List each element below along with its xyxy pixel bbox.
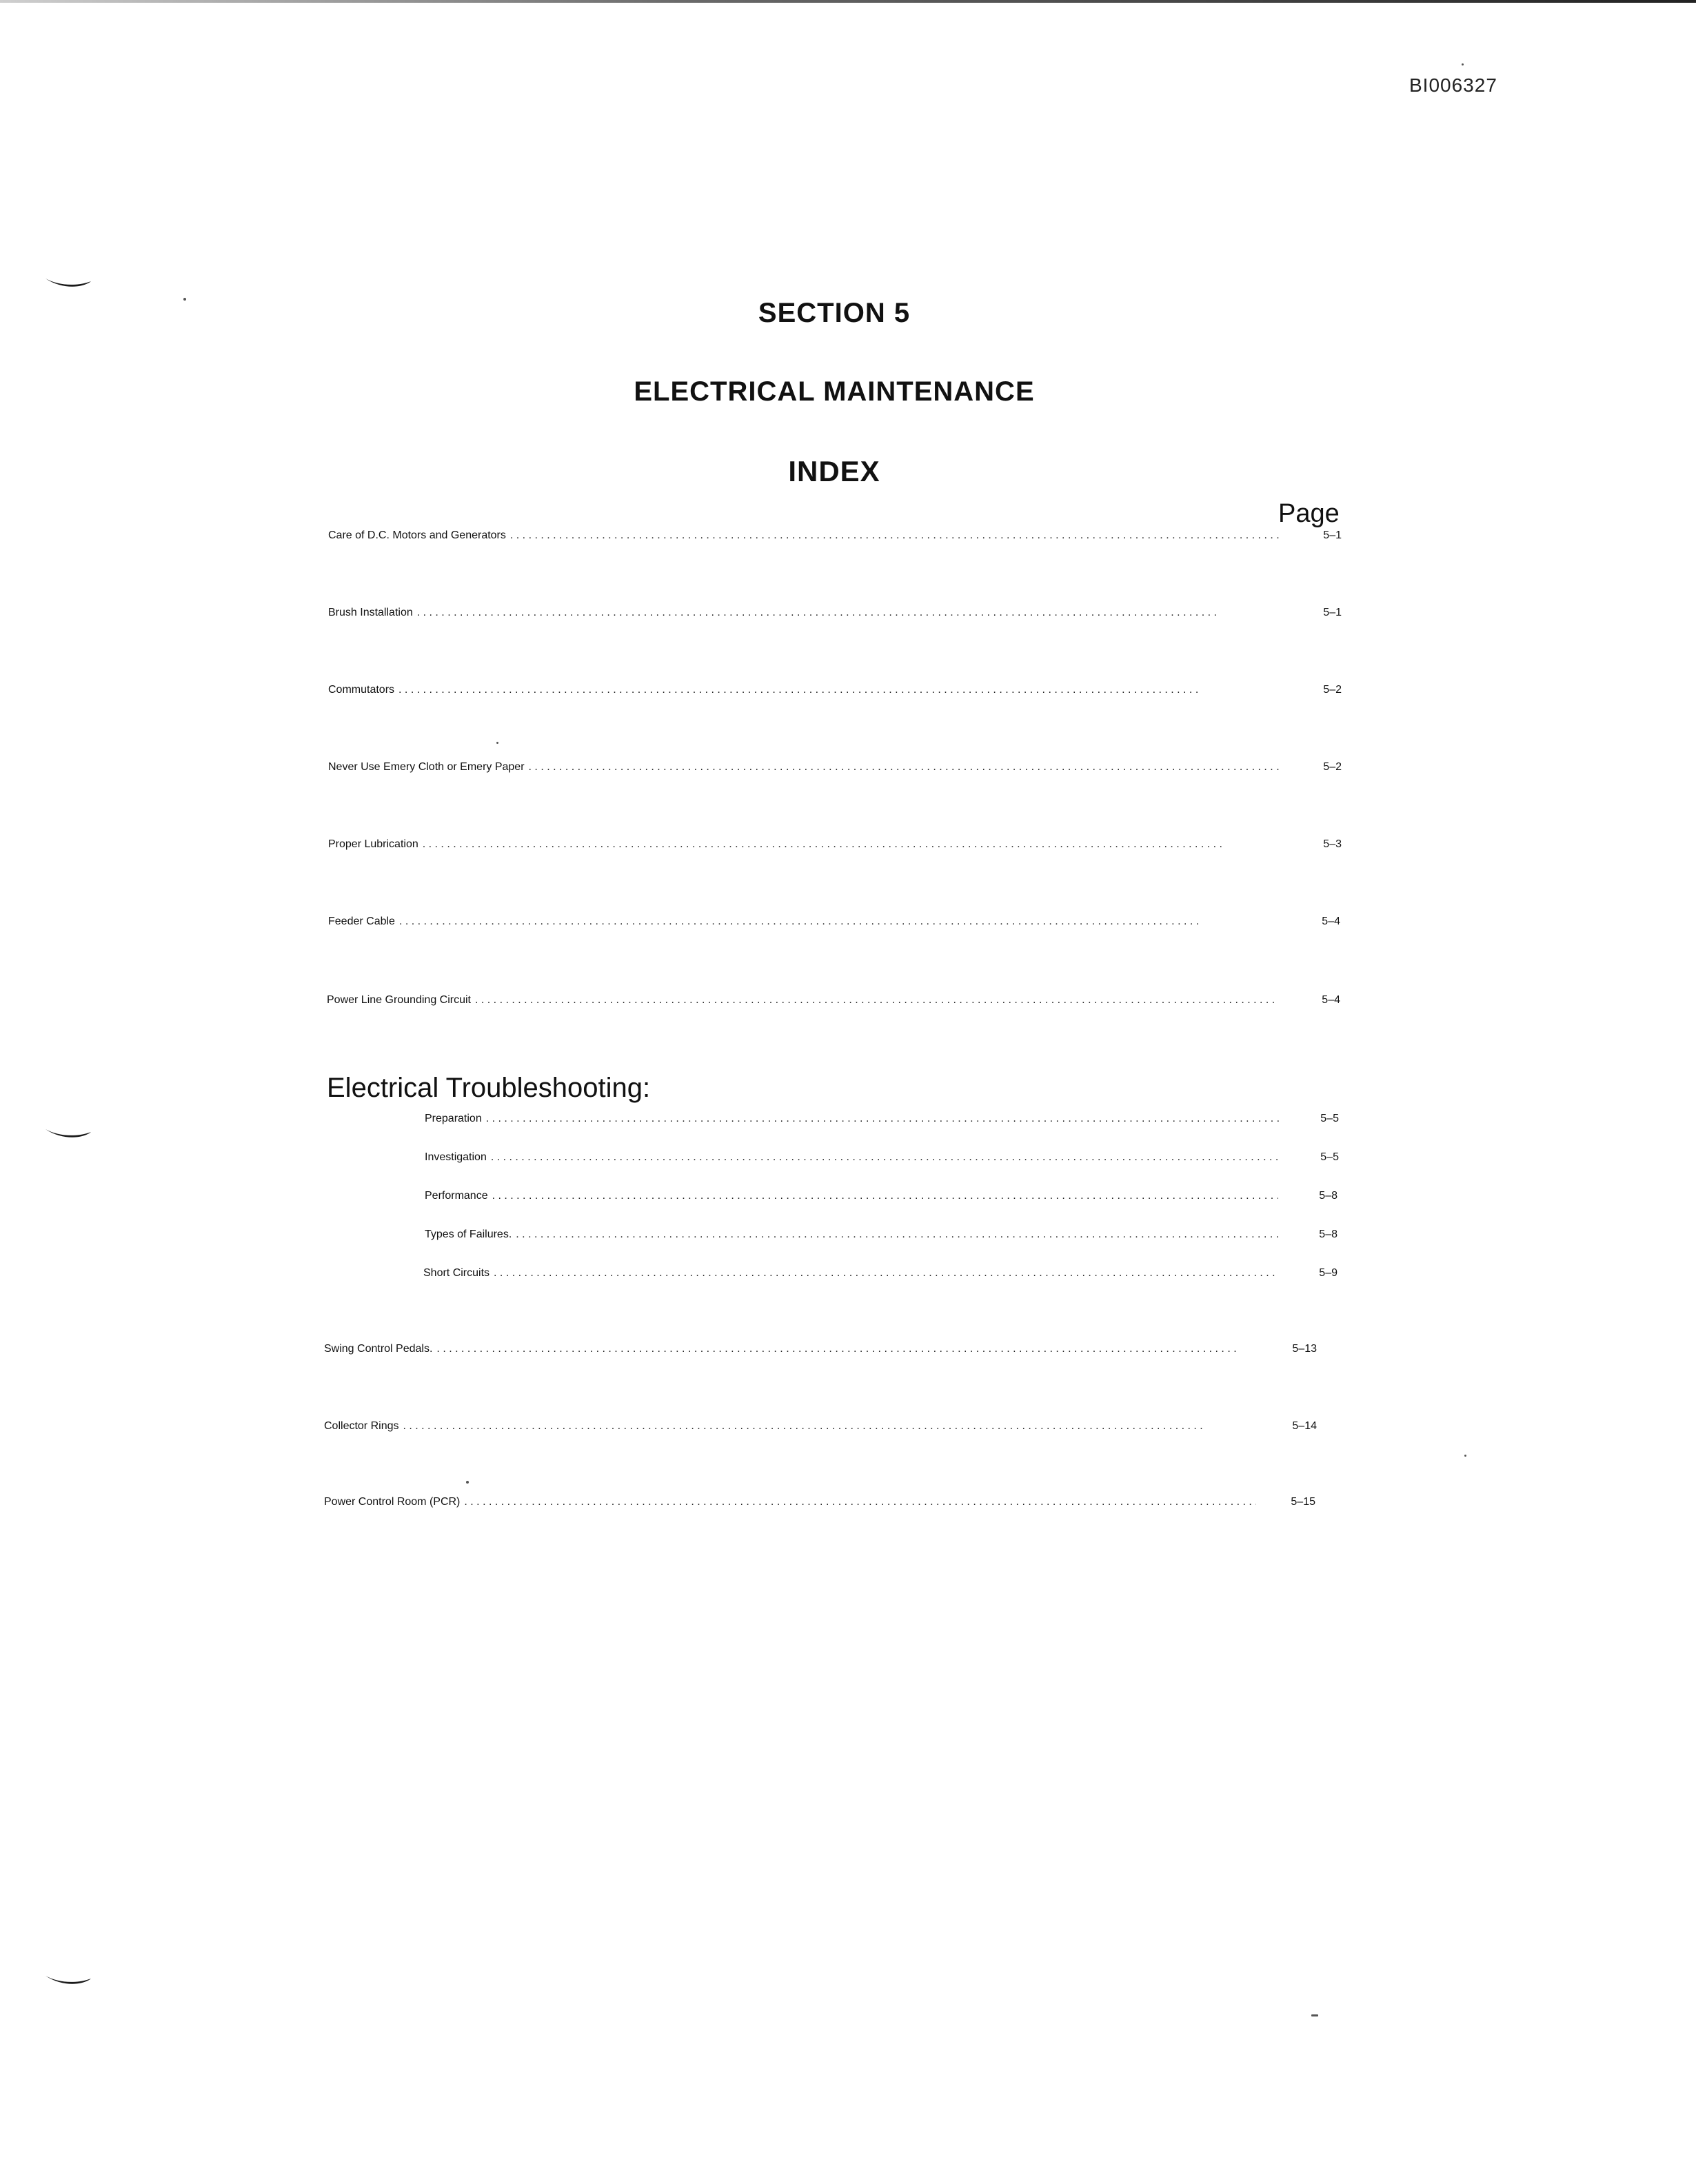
toc-entry-page: 5–14: [1292, 1420, 1317, 1432]
toc-subentry-page: 5–5: [1320, 1113, 1339, 1124]
toc-entry: [328, 607, 1342, 619]
binder-hole-mark: [44, 1973, 92, 1988]
toc-entry-label: Brush Installation: [328, 607, 413, 618]
toc-group-label: Electrical Troubleshooting:: [327, 1073, 651, 1103]
toc-entry: [328, 761, 1342, 774]
toc-entry-page: 5–1: [1323, 529, 1342, 541]
binder-hole-mark: [44, 1126, 92, 1142]
toc-subentry: [425, 1113, 1339, 1125]
toc-entry-page: 5–4: [1322, 916, 1340, 927]
index-heading: INDEX: [788, 455, 880, 487]
toc-leader-dots: [475, 994, 1281, 1007]
toc-subentry-label: Performance: [425, 1190, 488, 1202]
toc-entry-label: Care of D.C. Motors and Generators: [328, 529, 506, 541]
toc-leader-dots: [486, 1113, 1280, 1125]
toc-leader-dots: [403, 1420, 1258, 1433]
section-title: ELECTRICAL MAINTENANCE: [634, 376, 1035, 407]
toc-entry: [327, 994, 1340, 1007]
toc-entry-label: Swing Control Pedals.: [324, 1343, 433, 1355]
toc-leader-dots: [464, 1496, 1256, 1508]
page-column-label: Page: [1278, 499, 1340, 528]
toc-entry: [328, 684, 1342, 696]
toc-leader-dots: [423, 838, 1282, 851]
toc-entry: [328, 529, 1342, 542]
toc-subentry-label: Preparation: [425, 1113, 482, 1124]
toc-entry: [328, 916, 1340, 928]
toc-entry-page: 5–1: [1323, 607, 1342, 618]
scan-speck: [1464, 1455, 1466, 1457]
toc-subentry-page: 5–8: [1319, 1228, 1337, 1240]
toc-leader-dots: [492, 1190, 1278, 1202]
toc-entry-page: 5–4: [1322, 994, 1340, 1006]
toc-subentry-page: 5–9: [1319, 1267, 1337, 1279]
document-id: BI006327: [1409, 74, 1497, 96]
toc-entry-label: Power Control Room (PCR): [324, 1496, 461, 1508]
binder-hole-mark: [44, 276, 92, 291]
toc-entry-label: Power Line Grounding Circuit: [327, 994, 471, 1006]
toc-leader-dots: [436, 1343, 1258, 1355]
toc-leader-dots: [494, 1267, 1278, 1280]
toc-subentry: [423, 1267, 1337, 1280]
scan-speck: [183, 298, 186, 301]
toc-subentry-page: 5–8: [1319, 1190, 1337, 1202]
toc-leader-dots: [529, 761, 1282, 774]
toc-entry-page: 5–15: [1291, 1496, 1315, 1508]
scan-speck: [1311, 2014, 1318, 2016]
toc-entry: [324, 1496, 1315, 1508]
toc-leader-dots: [516, 1228, 1278, 1241]
toc-leader-dots: [399, 916, 1281, 928]
scan-speck: [496, 742, 498, 744]
toc-entry-label: Feeder Cable: [328, 916, 395, 927]
toc-subentry: [425, 1151, 1339, 1164]
toc-entry: [324, 1343, 1317, 1355]
toc-subentry-page: 5–5: [1320, 1151, 1339, 1163]
toc-subentry: [425, 1190, 1337, 1202]
scan-top-edge: [0, 0, 1696, 3]
toc-subentry-label: Investigation: [425, 1151, 487, 1163]
toc-entry-page: 5–2: [1323, 684, 1342, 696]
toc-subentry-label: Short Circuits: [423, 1267, 490, 1279]
toc-entry-label: Collector Rings: [324, 1420, 399, 1432]
scan-speck: [466, 1481, 469, 1484]
toc-entry-page: 5–2: [1323, 761, 1342, 773]
toc-subentry: [425, 1228, 1337, 1241]
toc-leader-dots: [510, 529, 1282, 542]
scan-speck: [1462, 63, 1464, 65]
toc-entry: [324, 1420, 1317, 1433]
toc-leader-dots: [417, 607, 1282, 619]
toc-entry-label: Never Use Emery Cloth or Emery Paper: [328, 761, 525, 773]
toc-entry-page: 5–3: [1323, 838, 1342, 850]
toc-leader-dots: [398, 684, 1282, 696]
toc-entry-page: 5–13: [1292, 1343, 1317, 1355]
toc-entry-label: Commutators: [328, 684, 395, 696]
toc-leader-dots: [491, 1151, 1280, 1164]
section-heading: SECTION 5: [758, 298, 911, 328]
toc-entry: [328, 838, 1342, 851]
toc-entry-label: Proper Lubrication: [328, 838, 418, 850]
toc-subentry-label: Types of Failures.: [425, 1228, 512, 1240]
